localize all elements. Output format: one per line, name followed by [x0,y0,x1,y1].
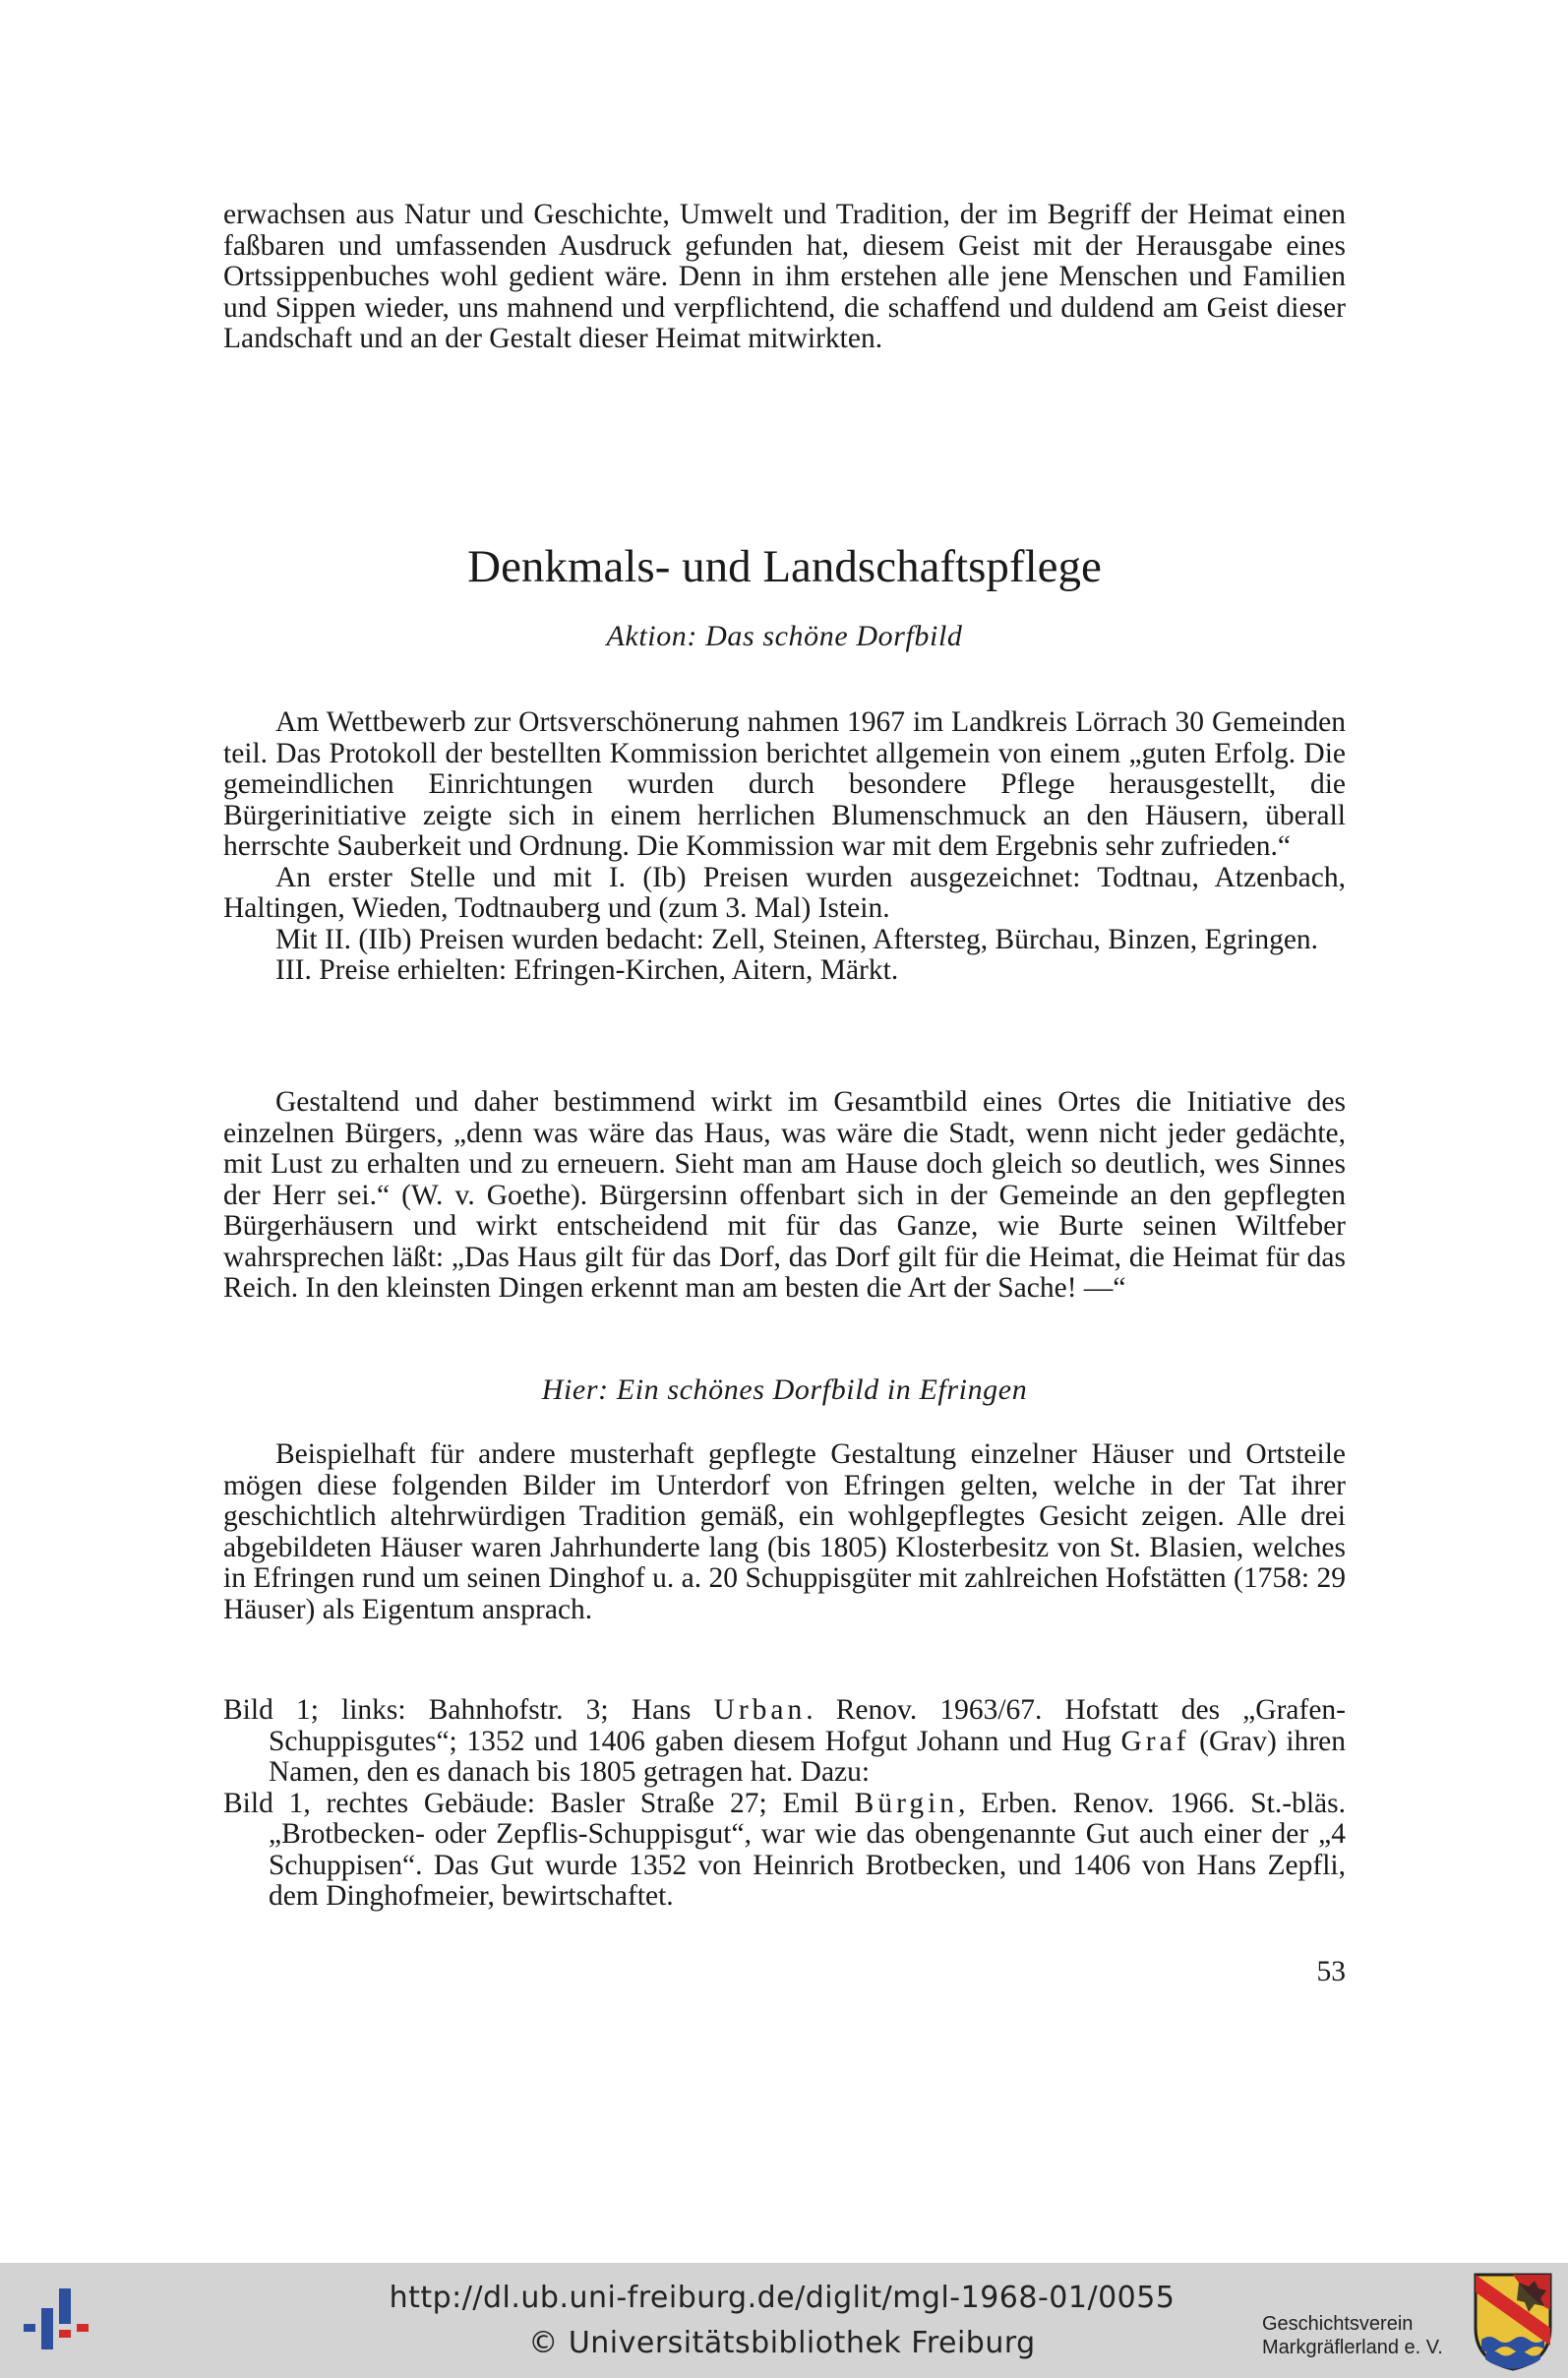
efringen-block [223,1439,1346,1625]
paragraph-competition: Am Wettbewerb zur Ortsverschönerung nahmen 1967 im Landkreis Lörrach 30 Gemeinden teil. Das Protokoll der bestellten Kommission berichtet allgemein von einem „guten Erfolg. Die gemeindlichen Einrichtungen wurden durch besondere Pflege herausgestellt, die Bürgerinitiative zeigte sich in einem herrlichen Blumenschmuck an den Häusern, überall herrschte Sauberkeit und Ordnung. Die Kommission war mit dem Ergebnis sehr zufrieden.“ [223,706,1346,862]
society-name-line-2: Markgräflerland e. V. [1262,2337,1443,2358]
caption-bild-1-right [223,1789,1346,1913]
caption-name-graf: Graf [1120,1725,1190,1757]
intro-paragraph: erwachsen aus Natur und Geschichte, Umwelt und Tradition, der im Begriff der Heimat einen faßbaren und umfassenden Ausdruck gefunden hat, diesem Geist mit der Herausgabe eines Ortssippenbuches wohl gedient wäre. Denn in ihm erstehen alle jene Menschen und Familien und Sippen wieder, uns mahnend und verpflichtend, die schaffend und duldend am Geist dieser Landschaft und an der Gestalt dieser Heimat mitwirkten. [223,199,1346,354]
paragraph-second-prizes: Mit II. (IIb) Preisen wurden bedacht: Zell, Steinen, Aftersteg, Bürchau, Binzen, Egringen. [275,923,1319,955]
digitization-footer [0,2263,1568,2378]
paragraph-first-prizes: An erster Stelle und mit I. (Ib) Preisen wurden ausgezeichnet: Todtnau, Atzenbach, Haltingen, Wieden, Todtnauberg und (zum 3. Mal) Istein. [223,861,1346,924]
caption-name-urban: Urban [713,1694,807,1726]
ub-freiburg-logo-icon [22,2285,100,2355]
section-heading: Denkmals- und Landschaftspflege [467,541,1102,592]
footer-url-link[interactable]: http://dl.ub.uni-freiburg.de/diglit/mgl-1968-01/0055 [389,2281,1176,2315]
intro-paragraph-block [223,200,1346,355]
caption-text: (Grav) ihren Namen, den es danach bis 1805 getragen hat. Dazu: [269,1725,1347,1788]
society-name-line-1: Geschichtsverein [1262,2313,1414,2335]
competition-paragraphs [223,707,1346,987]
caption-text: Bild 1; links: Bahnhofstr. 3; Hans [223,1694,714,1726]
society-name [1262,2312,1469,2359]
caption-bild-1-left [223,1695,1346,1789]
subheading-aktion: Aktion: Das schöne Dorfbild [606,620,963,652]
captions-block [223,1695,1346,1913]
footer-copyright: © Universitätsbibliothek Freiburg [528,2326,1036,2360]
coat-of-arms-icon [1472,2271,1554,2373]
caption-text: Bild 1, rechtes Gebäude: Basler Straße 27; Emil [223,1787,855,1819]
paragraph-third-prizes: III. Preise erhielten: Efringen-Kirchen, Aitern, Märkt. [275,954,899,986]
subheading-efringen: Hier: Ein schönes Dorfbild in Efringen [541,1373,1028,1406]
caption-text: . Renov. 1963/67. Hofstatt des „Grafen-Schuppisgutes“; 1352 und 1406 gaben diesem Hofgut Johann und Hug [269,1694,1346,1757]
caption-name-buergin: Bürgin [854,1787,959,1819]
civic-sense-block [223,1087,1346,1305]
caption-text: , Erben. Renov. 1966. St.-bläs. „Brotbecken- oder Zepflis-Schuppisgut“, war wie das obengenannte Gut auch einer der „4 Schuppisen“. Das Gut wurde 1352 von Heinrich Brotbecken, und 1406 von Hans Zepfli, dem Dinghofmeier, bewirtschaftet. [269,1787,1346,1912]
paragraph-efringen: Beispielhaft für andere musterhaft gepflegte Gestaltung einzelner Häuser und Ortsteile mögen diese folgenden Bilder im Unterdorf von Efringen gelten, welche in der Tat ihrer geschichtlich altehrwürdigen Tradition gemäß, ein wohlgepflegtes Gesicht zeigen. Alle drei abgebildeten Häuser waren Jahrhunderte lang (bis 1805) Klosterbesitz von St. Blasien, welches in Efringen rund um seinen Dinghof u. a. 20 Schuppisgüter mit zahlreichen Hofstätten (1758: 29 Häuser) als Eigentum ansprach. [223,1438,1346,1625]
page-number: 53 [1316,1956,1346,1987]
paragraph-civic-sense: Gestaltend und daher bestimmend wirkt im Gesamtbild eines Ortes die Initiative des einzelnen Bürgers, „denn was wäre das Haus, was wäre die Stadt, wenn nicht jeder gedächte, mit Lust zu erhalten und zu erneuern. Sieht man am Hause doch gleich so deutlich, wes Sinnes der Herr sei.“ (W. v. Goethe). Bürgersinn offenbart sich in der Gemeinde an den gepflegten Bürgerhäusern und wirkt entscheidend mit für das Ganze, wie Burte seinen Wiltfeber wahrsprechen läßt: „Das Haus gilt für das Dorf, das Dorf gilt für die Heimat, die Heimat für das Reich. In den kleinsten Dingen erkennt man am besten die Art der Sache! —“ [223,1086,1346,1304]
